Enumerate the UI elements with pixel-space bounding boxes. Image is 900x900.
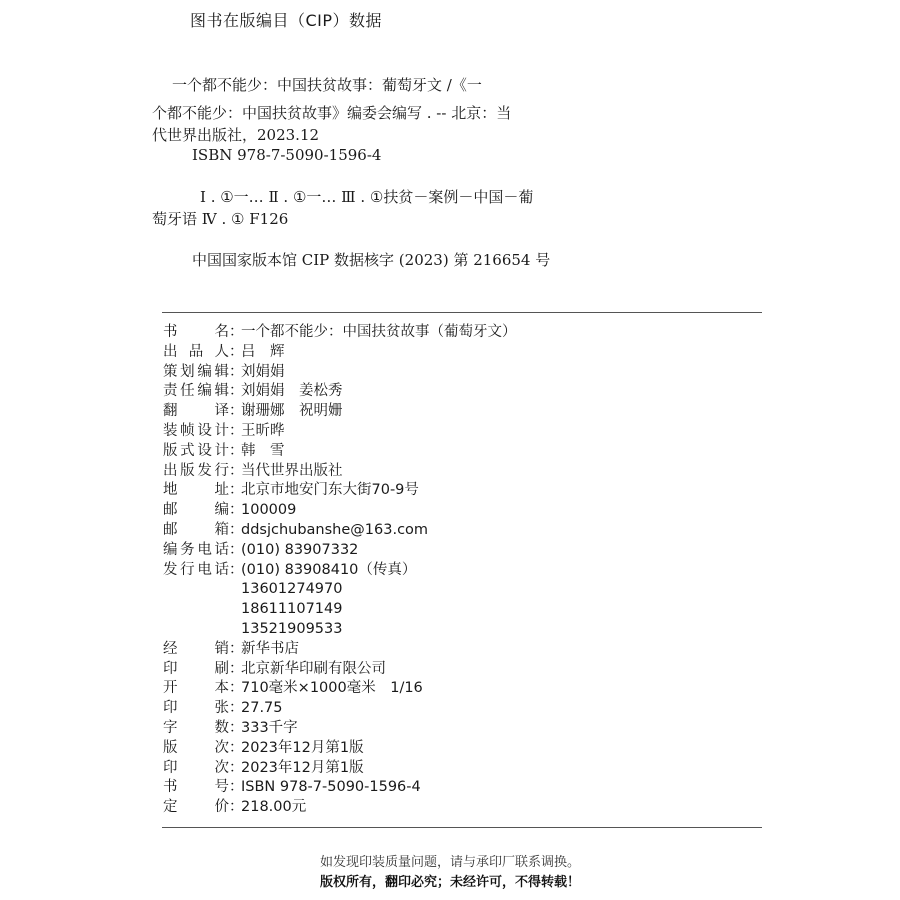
copyright-notice: 版权所有，翻印必究；未经许可，不得转载！ xyxy=(319,875,580,890)
info-label xyxy=(163,580,229,600)
info-colon: ： xyxy=(229,779,244,796)
cip-line: 一个都不能少：中国扶贫故事：葡萄牙文 /《一 xyxy=(172,76,482,94)
info-label: 邮 编 xyxy=(163,502,229,519)
info-row xyxy=(163,620,517,640)
info-value: 13601274970 xyxy=(241,581,343,598)
info-label: 编 务 电 话 xyxy=(163,541,229,558)
info-colon: ： xyxy=(229,561,244,578)
info-value: (010) 83908410（传真） xyxy=(241,561,417,578)
info-colon: ： xyxy=(229,403,244,420)
info-colon: ： xyxy=(229,343,244,360)
info-colon: ： xyxy=(229,660,244,677)
info-colon: ： xyxy=(229,502,244,519)
info-row xyxy=(163,481,517,501)
bottom-rule xyxy=(162,827,762,828)
info-value: 北京市地安门东大街70-9号 xyxy=(241,482,419,499)
info-row xyxy=(163,739,517,759)
info-row xyxy=(163,442,517,462)
info-row xyxy=(163,382,517,402)
info-colon: ： xyxy=(229,363,244,380)
info-label xyxy=(163,620,229,640)
info-colon: ： xyxy=(229,759,244,776)
quality-notice: 如发现印装质量问题，请与承印厂联系调换。 xyxy=(319,855,580,870)
info-colon: ： xyxy=(229,482,244,499)
info-label: 邮 箱 xyxy=(163,521,229,538)
info-row xyxy=(163,323,517,343)
info-label: 出 品 人 xyxy=(163,343,229,360)
info-row xyxy=(163,521,517,541)
info-value: 北京新华印刷有限公司 xyxy=(241,660,386,677)
info-row xyxy=(163,699,517,719)
info-label xyxy=(163,600,229,620)
info-label: 经 销 xyxy=(163,640,229,657)
info-colon: ： xyxy=(229,324,244,340)
info-label: 翻 译 xyxy=(163,403,229,420)
info-value: 谢珊娜 祝明姗 xyxy=(241,403,343,420)
info-row xyxy=(163,501,517,521)
info-label: 地 址 xyxy=(163,482,229,499)
top-rule xyxy=(162,312,762,313)
info-row xyxy=(163,363,517,383)
info-row xyxy=(163,640,517,660)
info-row xyxy=(163,541,517,561)
info-value: 刘娟娟 姜松秀 xyxy=(241,383,343,400)
info-label: 印 次 xyxy=(163,759,229,776)
info-value: 2023年12月第1版 xyxy=(241,739,364,756)
info-row xyxy=(163,402,517,422)
info-label: 责 任 编 辑 xyxy=(163,383,229,400)
info-colon: ： xyxy=(229,799,244,816)
info-label: 字 数 xyxy=(163,719,229,736)
info-colon: ： xyxy=(229,700,244,717)
info-row xyxy=(163,343,517,363)
cip-title: 图书在版编目（CIP）数据 xyxy=(190,11,383,30)
info-value: 王昕晔 xyxy=(241,422,285,439)
info-row xyxy=(163,679,517,699)
info-row xyxy=(163,561,517,581)
cip-line: 中国国家版本馆 CIP 数据核字 (2023) 第 216654 号 xyxy=(192,251,551,269)
info-value: ISBN 978-7-5090-1596-4 xyxy=(241,779,421,796)
info-label: 策 划 编 辑 xyxy=(163,363,229,380)
info-colon: ： xyxy=(229,640,244,657)
info-row xyxy=(163,600,517,620)
info-label: 定 价 xyxy=(163,799,229,816)
info-colon: ： xyxy=(229,719,244,736)
info-value: 一个都不能少：中国扶贫故事（葡萄牙文） xyxy=(241,324,517,340)
cip-line: 代世界出版社，2023.12 xyxy=(152,126,320,144)
cip-line: Ⅰ . ①一… Ⅱ . ①一… Ⅲ . ①扶贫－案例－中国－葡 xyxy=(200,188,534,206)
info-value: 27.75 xyxy=(241,700,283,717)
info-colon: ： xyxy=(229,521,244,538)
info-label: 发 行 电 话 xyxy=(163,561,229,578)
info-row xyxy=(163,660,517,680)
info-label: 书 名 xyxy=(163,324,229,340)
info-colon xyxy=(229,580,239,600)
info-colon: ： xyxy=(229,739,244,756)
info-value: 100009 xyxy=(241,502,297,519)
info-colon: ： xyxy=(229,680,244,697)
info-row xyxy=(163,422,517,442)
info-value: 刘娟娟 xyxy=(241,363,285,380)
info-colon xyxy=(229,600,239,620)
info-row xyxy=(163,580,517,600)
info-row xyxy=(163,798,517,818)
info-value: 吕 辉 xyxy=(241,343,285,360)
info-colon: ： xyxy=(229,462,244,479)
info-colon: ： xyxy=(229,442,244,459)
info-value: 710毫米×1000毫米 1/16 xyxy=(241,680,423,697)
info-colon: ： xyxy=(229,541,244,558)
info-row xyxy=(163,462,517,482)
info-label: 出 版 发 行 xyxy=(163,462,229,479)
info-colon xyxy=(229,620,239,640)
info-value: 13521909533 xyxy=(241,620,343,637)
info-label: 印 刷 xyxy=(163,660,229,677)
cip-line: 萄牙语 Ⅳ . ① F126 xyxy=(152,210,289,228)
info-value: 333千字 xyxy=(241,719,298,736)
info-label: 印 张 xyxy=(163,700,229,717)
info-row xyxy=(163,719,517,739)
info-label: 开 本 xyxy=(163,680,229,697)
info-row xyxy=(163,759,517,779)
info-colon: ： xyxy=(229,383,244,400)
info-value: 新华书店 xyxy=(241,640,299,657)
info-colon: ： xyxy=(229,422,244,439)
info-label: 装 帧 设 计 xyxy=(163,422,229,439)
info-label: 版 式 设 计 xyxy=(163,442,229,459)
info-value: 韩 雪 xyxy=(241,442,285,459)
info-row xyxy=(163,778,517,798)
info-label: 书 号 xyxy=(163,779,229,796)
info-value: 2023年12月第1版 xyxy=(241,759,364,776)
info-value: 18611107149 xyxy=(241,601,343,618)
cip-line: 个都不能少：中国扶贫故事》编委会编写 . -- 北京：当 xyxy=(152,104,512,122)
cip-line: ISBN 978-7-5090-1596-4 xyxy=(192,146,382,164)
publication-info xyxy=(163,323,517,818)
info-value: 当代世界出版社 xyxy=(241,462,343,479)
info-value: (010) 83907332 xyxy=(241,541,359,558)
info-value: ddsjchubanshe@163.com xyxy=(241,521,429,538)
info-label: 版 次 xyxy=(163,739,229,756)
info-value: 218.00元 xyxy=(241,799,307,816)
